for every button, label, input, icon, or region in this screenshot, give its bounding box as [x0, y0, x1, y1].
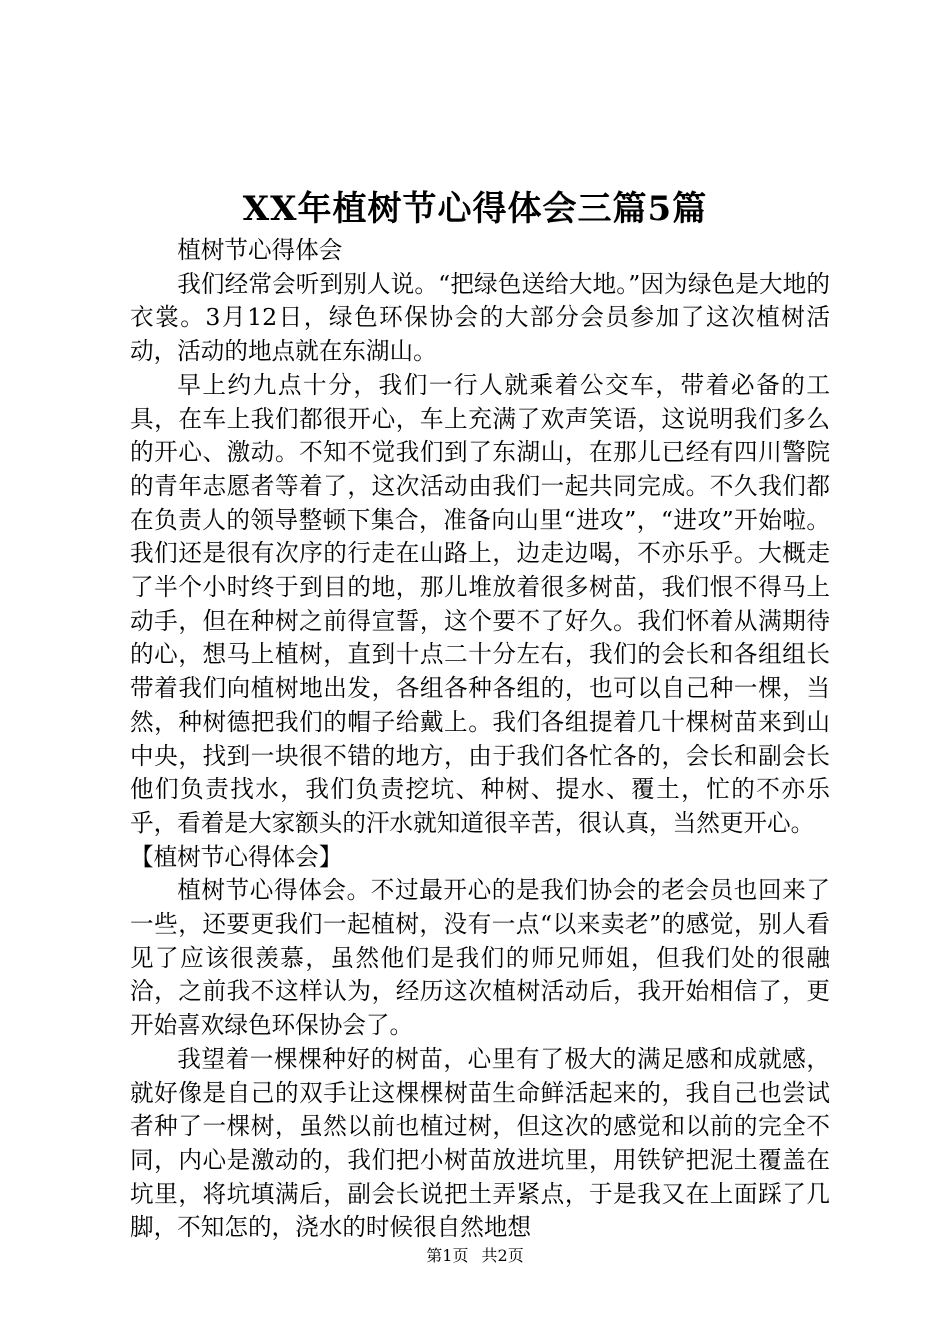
document-title: XX年植树节心得体会三篇5篇 [242, 189, 708, 229]
page-total: 共2页 [481, 1246, 524, 1265]
paragraph: 我望着一棵棵种好的树苗，心里有了极大的满足感和成就感，就好像是自己的双手让这棵棵树苗生命鲜活起来的，我自己也尝试者种了一棵树，虽然以前也植过树，但这次的感觉和以前的完全不同，内心是激动的，我们把小树苗放进坑里，用铁铲把泥土覆盖在坑里，将坑填满后，副会长说把土弄紧点，于是我又在上面踩了几脚，不知怎的，浇水的时候很自然地想 [130, 1044, 830, 1242]
paragraph: 早上约九点十分，我们一行人就乘着公交车，带着必备的工具，在车上我们都很开心，车上充满了欢声笑语，这说明我们多么的开心、激动。不知不觉我们到了东湖山，在那儿已经有四川警院的青年志愿者等着了，这次活动由我们一起共同完成。不久我们都在负责人的领导整顿下集合，准备向山里“进攻”，“进攻”开始啦。我们还是很有次序的行走在山路上，边走边喝，不亦乐乎。大概走了半个小时终于到目的地，那儿堆放着很多树苗，我们恨不得马上动手，但在种树之前得宣誓，这个要不了好久。我们怀着从满期待的心，想马上植树，直到十点二十分左右，我们的会长和各组组长带着我们向植树地出发，各组各种各组的，也可以自己种一棵，当然，种树德把我们的帽子给戴上。我们各组提着几十棵树苗来到山中央，找到一块很不错的地方，由于我们各忙各的，会长和副会长他们负责找水，我们负责挖坑、种树、提水、覆土，忙的不亦乐乎，看着是大家额头的汗水就知道很辛苦，很认真，当然更开心。 [130, 370, 830, 837]
paragraph-subheading: 植树节心得体会 [177, 236, 343, 264]
paragraph: 我们经常会听到别人说。“把绿色送给大地。”因为绿色是大地的衣裳。3月12日，绿色环保协会的大部分会员参加了这次植树活动，活动的地点就在东湖山。 [130, 269, 830, 366]
document-body [130, 234, 830, 1245]
paragraph-section-heading: 【植树节心得体会】 [130, 842, 343, 871]
page-number: 第1页 [426, 1246, 469, 1265]
paragraph: 植树节心得体会。不过最开心的是我们协会的老会员也回来了一些，还要更我们一起植树，没有一点“以来卖老”的感觉，别人看见了应该很羡慕，虽然他们是我们的师兄师姐，但我们处的很融洽，之前我不这样认为，经历这次植树活动后，我开始相信了，更开始喜欢绿色环保协会了。 [130, 876, 830, 1040]
page-footer [0, 1244, 950, 1268]
